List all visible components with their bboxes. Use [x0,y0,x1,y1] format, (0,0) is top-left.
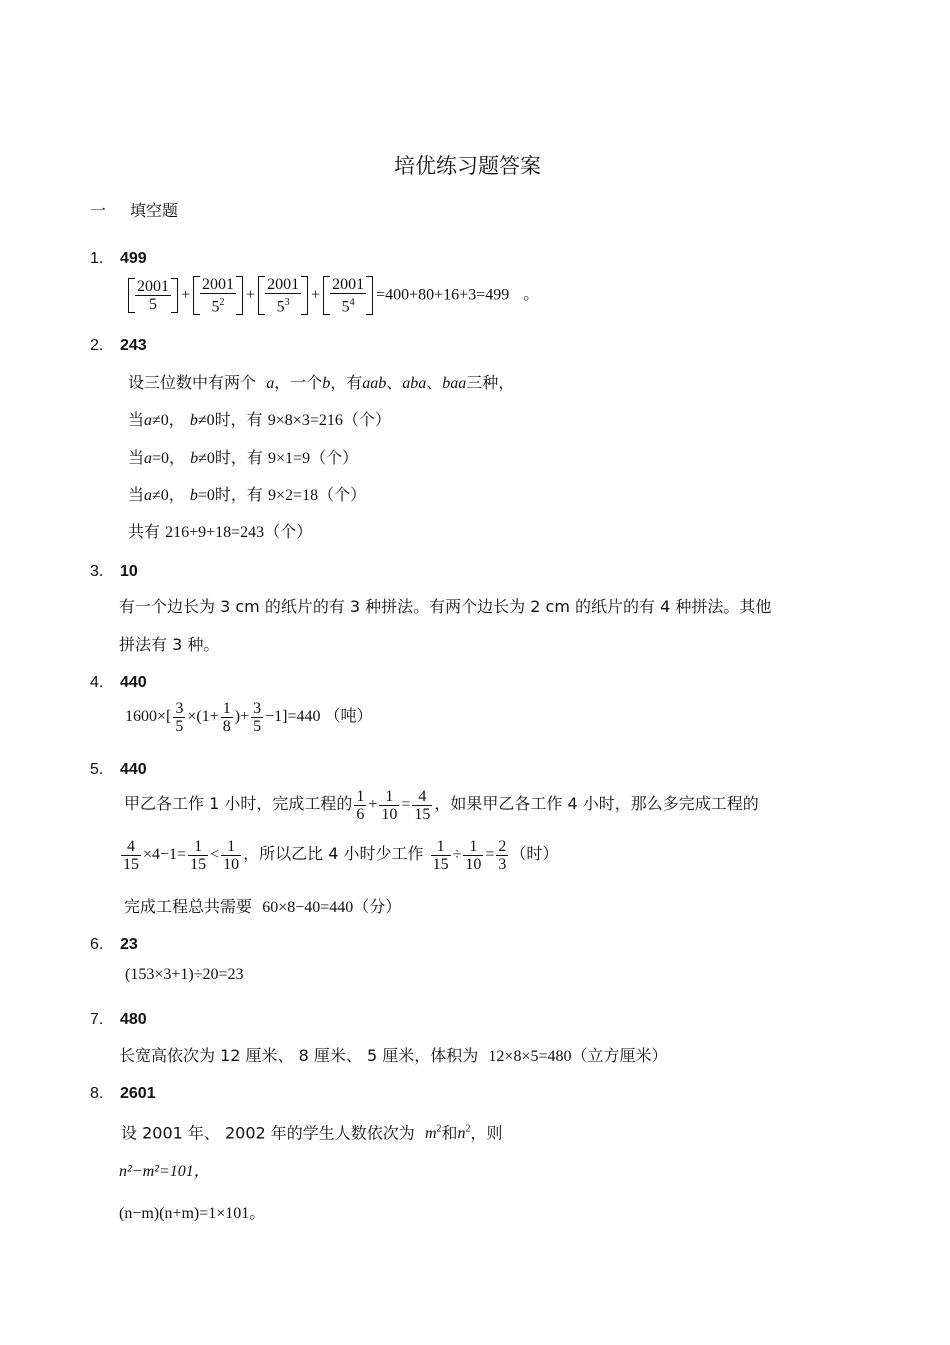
solution-line: $\frac{4}{15}$ ×4−1= $\frac{1}{15}$ < $\frac{1}{10}$ ，所以乙比 4 小时少工作 $\frac{1}{15}$ ÷ $\frac{1}{10}$ = $\frac{2}{3}$ （时） [123,838,559,873]
formula-line: (n−m)(n+m)=1×101。 [119,1205,266,1222]
formula-line: 1600×[ $\frac{3}{5}$ ×(1+ $\frac{1}{8}$ )+ $\frac{3}{5}$ −1]=440 （吨） [125,700,373,735]
problem-number: 3. [90,563,104,580]
problem-answer: 10 [120,563,138,580]
problem-number: 6. [90,936,104,953]
solution-line: 拼法有 3 种。 [119,635,220,654]
problem-number: 5. [90,761,104,778]
solution-line: 甲乙各工作 1 小时，完成工程的 $\frac{1}{6}$ + $\frac{1}{10}$ = $\frac{4}{15}$ ，如果甲乙各工作 4 小时，那么多完成工程的 [124,788,759,823]
solution-line: 有一个边长为 3 cm 的纸片的有 3 种拼法。有两个边长为 2 cm 的纸片的有 4 种拼法。其他 [119,597,772,616]
problem-number: 8. [90,1085,104,1102]
problem-number: 2. [90,337,104,354]
page-title: 培优练习题答案 [394,154,541,178]
formula-line: n²−m²=101， [119,1163,210,1180]
section-number: 一 [90,201,107,220]
problem-answer: 2601 [120,1085,156,1102]
problem-answer: 499 [120,250,147,267]
solution-line: 设 2001 年、 2002 年的学生人数依次为 $m^2$和$n^2$，则 [121,1123,503,1143]
solution-line: 共有 216+9+18=243（个） [128,522,313,541]
problem-answer: 243 [120,337,147,354]
formula-line: (153×3+1)÷20=23 [125,966,244,983]
problem-answer: 440 [120,761,147,778]
solution-line: 设三位数中有两个 a，一个b，有aab、aba、baa三种， [128,373,515,392]
solution-line: 当a=0， b≠0时，有 9×1=9（个） [128,448,359,467]
problem-number: 4. [90,674,104,691]
solution-line: 当a≠0， b=0时，有 9×2=18（个） [128,485,367,504]
problem-answer: 480 [120,1011,147,1028]
problem-answer: 23 [120,936,138,953]
formula-line: $\frac{2001}{5}$ + $\frac{2001}{5^2}$ + $\frac{2001}{5^3}$ + $\frac{2001}{5^4}$ =400+80+16+3=499 。 [125,276,539,315]
problem-number: 7. [90,1011,104,1028]
solution-line: 完成工程总共需要 60×8−40=440（分） [124,897,402,916]
problem-number: 1. [90,250,104,267]
section-label: 填空题 [130,201,179,220]
problem-answer: 440 [120,674,147,691]
solution-line: 长宽高依次为 12 厘米、 8 厘米、 5 厘米，体积为 12×8×5=480（立方厘米） [119,1046,668,1065]
solution-line: 当a≠0， b≠0时，有 9×8×3=216（个） [128,410,391,429]
